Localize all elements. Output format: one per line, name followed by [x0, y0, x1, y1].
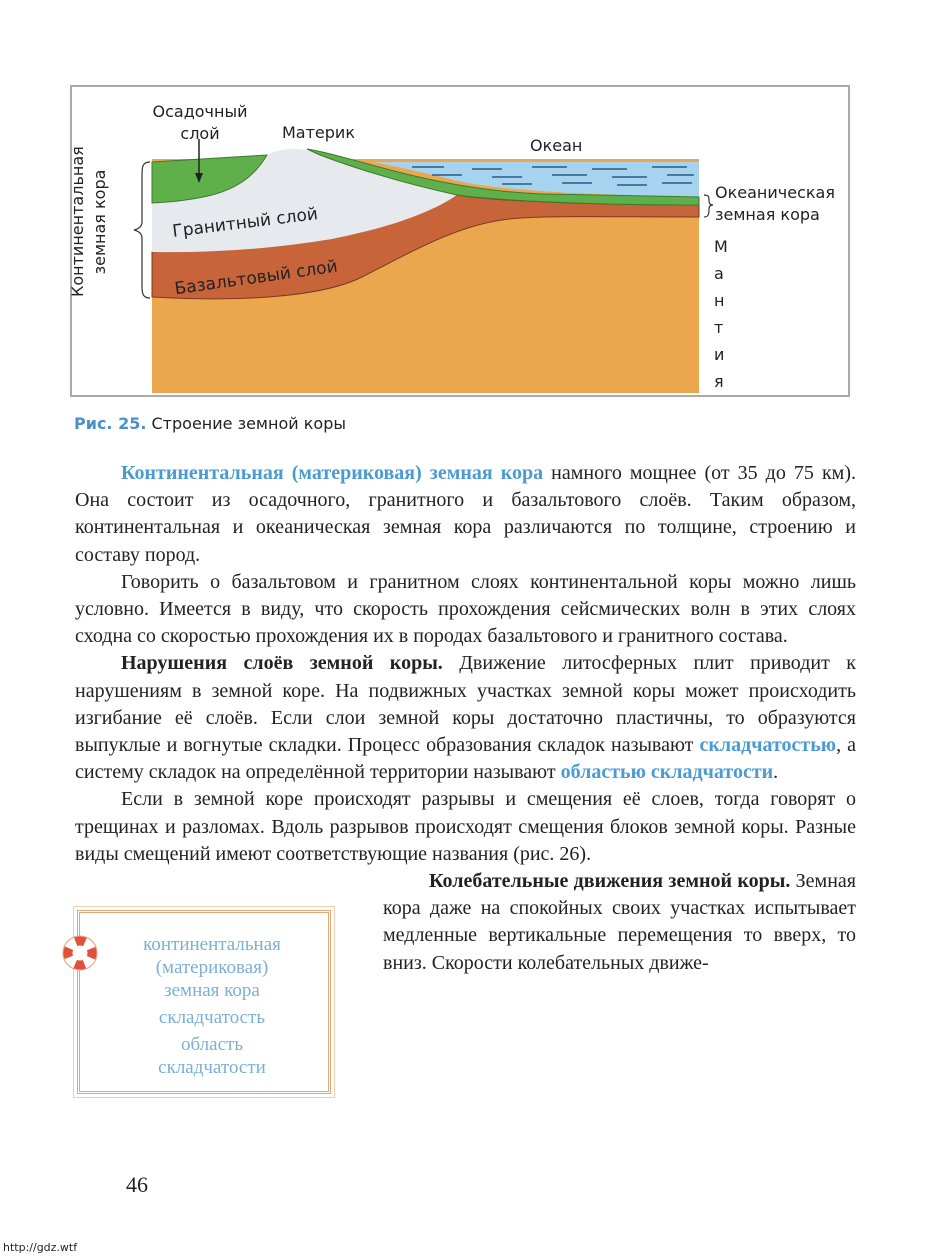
basalt-label: Базальтовый слой [173, 256, 339, 300]
continental-crust-brace [134, 162, 150, 298]
lifebuoy-icon [60, 933, 100, 973]
paragraph [75, 786, 856, 868]
continent-label: Материк [282, 123, 355, 142]
term: складчатость [158, 1007, 266, 1029]
page-number: 46 [126, 1172, 148, 1197]
mantle-letter: я [714, 372, 724, 391]
earth-crust-diagram [70, 85, 850, 397]
term: область [180, 1034, 243, 1056]
continental-crust-label-2: земная кора [90, 169, 109, 275]
term: складчатости [158, 1057, 266, 1079]
figure-caption [74, 414, 346, 433]
paragraph [75, 460, 856, 569]
body-text [75, 460, 856, 1098]
oceanic-crust-brace [704, 195, 713, 217]
continental-crust-label: Континентальная [68, 146, 87, 297]
sedimentary-label: Осадочный [152, 102, 248, 121]
paragraph-text: . [773, 761, 779, 784]
term-highlight: складчатостью [699, 734, 837, 757]
paragraph-text: Земная кора даже на спокойных своих участках испытывает медленные вертикальные перемещения то вверх, то вниз. Скорости колебательных движе- [383, 870, 856, 974]
mantle-letter: а [714, 264, 724, 283]
paragraph-text: Движение литосферных плит приводит к нарушениям в земной коре. На подвижных участках земной коры может происходить изгибание её слоёв. Если слои земной коры достаточно пластичны, то образуются выпуклые и вогнутые складки. Процесс образования складок называют [75, 652, 857, 757]
granite-label: Гранитный слой [171, 204, 319, 242]
watermark-link[interactable]: http://gdz.wtf [0, 1240, 80, 1255]
ocean-label: Океан [530, 136, 583, 155]
sedimentary-label-2: слой [180, 124, 220, 143]
paragraph-text: , а систему складок на определённой территории называют [75, 734, 856, 784]
figure-number: Рис. 25. [74, 414, 147, 433]
term: континентальная [143, 934, 281, 956]
term: (материковая) [155, 957, 269, 979]
oceanic-crust-label-2: земная кора [715, 205, 820, 224]
paragraph-text: намного мощнее (от 35 до 75 км). Она состоит из осадочного, гранитного и базальтового слоёв. Таким образом, континентальная и океаническая земная кора различаются по толщине, строению и составу пород. [75, 462, 856, 566]
oceanic-crust-label: Океаническая [715, 183, 835, 202]
key-terms-box [77, 910, 331, 1094]
paragraph-text: Если в земной коре происходят разрывы и смещения её слоев, тогда говорят о трещинах и разломах. Вдоль разрывов происходят смещения блоков земной коры. Разные виды смещений имеют соответствующие названия (рис. 26). [75, 788, 856, 865]
section-heading: Колебательные движения земной коры. [429, 870, 791, 893]
paragraph: Говорить о базальтовом и гранитном слоях континентальной коры можно лишь условно. Имеется в виду, что скорость прохождения сейсмических волн в этих слоях сходна со скоростью прохождения их в породах базальтового и гранитного состава. [75, 570, 856, 648]
paragraph [75, 650, 856, 786]
mantle-letter: н [714, 291, 725, 310]
term-highlight: областью складчатости [560, 761, 774, 784]
mantle-letter: М [714, 237, 728, 256]
section-heading: Нарушения слоёв земной коры. [121, 652, 443, 675]
mantle-letter: и [714, 345, 725, 364]
term-highlight: Континентальная (материковая) земная кора [121, 462, 544, 484]
figure-caption-text: Строение земной коры [146, 414, 346, 433]
term: земная кора [164, 980, 260, 1002]
mantle-letter: т [714, 318, 724, 337]
